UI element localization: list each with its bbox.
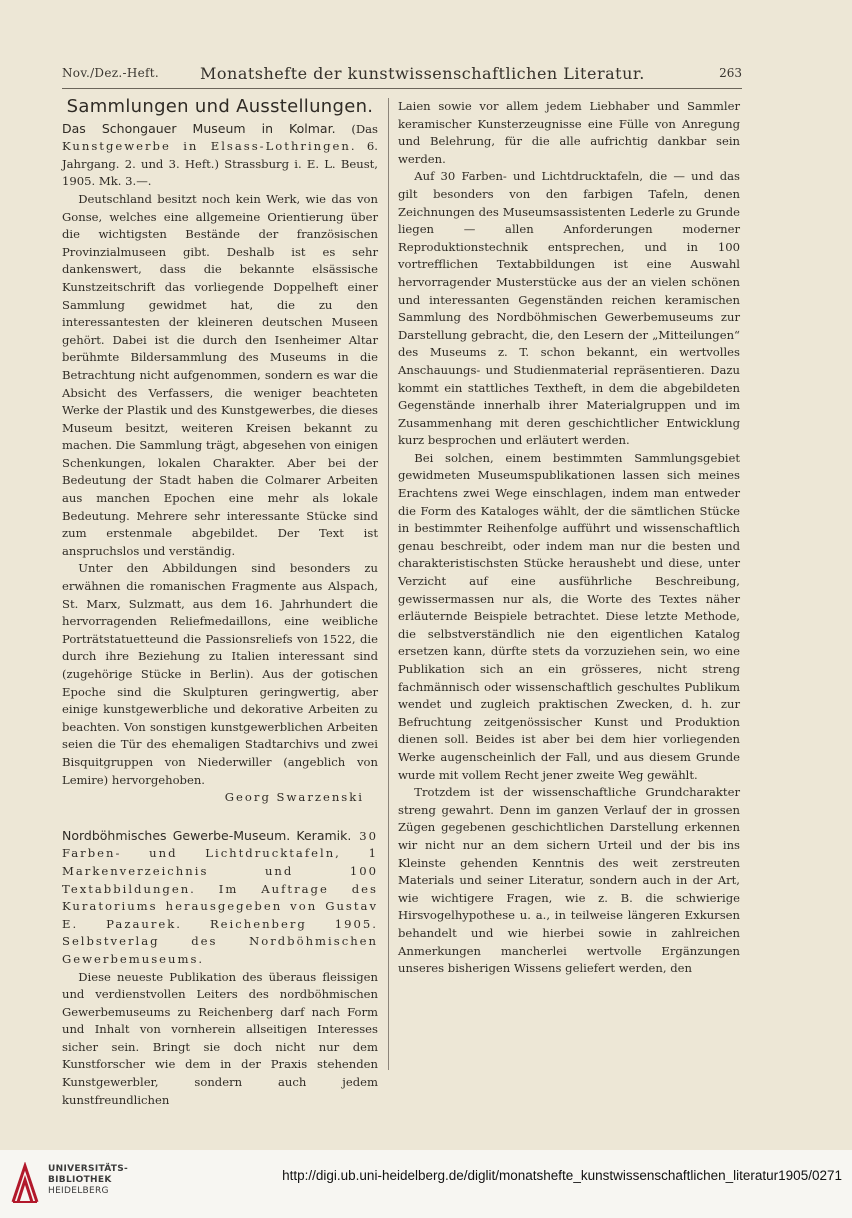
entry-bibliography [62,827,378,969]
author-signature: Georg Swarzenski [224,790,364,805]
paragraph: Bei solchen, einem bestimmten Sammlungsgebiet gewidmeten Museumspublikationen lassen sich meines Erachtens zwei Wege einschlagen, indem man entweder die Form des Kataloges wählt, der die sämtlichen Stücke in bestimmter Reihenfolge aufführt und wissenschaftlich genau beschreibt, oder indem man nur die besten und charakteristischsten Stücke heraushebt und diese, unter Verzicht auf eine ausführliche Beschreibung, gewissermassen nur als, die Worte des Textes näher erläuternde Beispiele betrachtet. Diese letzte Methode, die selbstverständlich nie den eigentlichen Katalog ersetzen kann, dürfte stets da vorzuziehen sein, wo eine Publikation sich an ein grösseres, nicht streng fachmännisch oder wissenschaftlich geschultes Publikum wendet und zugleich praktischen Zwecken, d. h. zur Befruchtung zeitgenössischer Kunst und Produktion dienen soll. Beides ist aber bei dem hier vorliegenden Werke augenscheinlich der Fall, und aus diesem Grunde wurde mit vollem Recht jener zweite Weg gewählt. [398,450,740,782]
bib-series: Kunstgewerbe in Elsass-Lothringen. [62,139,357,154]
entry-bibliography [62,120,378,191]
paragraph: Unter den Abbildungen sind besonders zu erwähnen die romanischen Fragmente aus Alspach, St. Marx, Sulzmatt, aus dem 16. Jahrhundert die hervorragenden Reliefmedaillons, eine weibliche Porträtstatuetteund die Passionsreliefs von 1522, die durch ihre Beziehung zu Italien interessant sind (zugehörige Stücke in Berlin). Aus der gotischen Epoche sind die Skulpturen geringwertig, aber einige kunstgewerbliche und dekorative Arbeiten zu beachten. Von sonstigen kunstgewerblichen Arbeiten seien die Tür des ehemaligen Stadtarchivs und zwei Bisquitgruppen von Niederwiller (angeblich von Lemire) hervorgehoben. [62,561,378,787]
library-logo-icon [10,1162,40,1206]
bib-text: 30 Farben- und Lichtdrucktafeln, 1 Markenverzeichnis und 100 Textabbildungen. Im Auftrage des Kuratoriums herausgegeben von Gustav E. Pazaurek. Reichenberg 1905. Selbstverlag des Nordböhmischen Gewerbemuseums. [62,828,378,966]
running-head [62,64,742,86]
page-number: 263 [719,66,742,80]
logo-line: BIBLIOTHEK [48,1175,112,1185]
logo-line: HEIDELBERG [48,1186,109,1196]
bib-text: 6. Jahrgang. 2. und 3. Heft.) Strassburg i. E. L. Beust, 1905. Mk. 3.—. [62,139,378,189]
bib-text: (Das [351,121,378,136]
header-rule [62,88,742,89]
left-column [62,98,378,1109]
paragraph: Laien sowie vor allem jedem Liebhaber und Sammler keramischer Kunsterzeugnisse eine Fülle von Anregung und Belehrung, für die alle aufrichtig dankbar sein werden. [398,99,740,166]
paragraph: Trotzdem ist der wissenschaftliche Grundcharakter streng gewahrt. Denn im ganzen Verlauf der in grossen Zügen gegebenen geschichtlichen Darstellung erkennen wir nicht nur an dem sichern Urteil und der bis ins Kleinste gehenden Kenntnis des weit zerstreuten Materials und seiner Literatur, sondern auch in der Art, wie wichtigere Fragen, wie z. B. die schwierige Hirsvogelhypothese u. a., in teilweise längeren Exkursen behandelt und wie hierbei sowie in zahlreichen Anmerkungen mancherlei wertvolle Ergänzungen unseres bisherigen Wissens geliefert werden, den [398,785,740,976]
right-column [398,98,740,978]
entry-title: Das Schongauer Museum in Kolmar. [62,120,336,136]
footer-bar [0,1150,852,1218]
journal-title: Monatshefte der kunstwissenschaftlichen Literatur. [200,64,645,83]
paragraph: Auf 30 Farben- und Lichtdrucktafeln, die — und das gilt besonders von den farbigen Tafeln, denen Zeichnungen des Museumsassistenten Lederle zu Grunde liegen — allen Anforderungen moderner Reproduktionstechnik entsprechen, und in 100 vortrefflichen Textabbildungen ist eine Auswahl hervorragender Musterstücke aus der an vielen schönen und interessanten Gegenständen reichen keramischen Sammlung des Nordböhmischen Gewerbemuseums zur Darstellung gebracht, die, den Lesern der „Mitteilungen“ des Museums z. T. schon bekannt, ein wertvolles Anschauungs- und Studienmaterial repräsentieren. Dazu kommt ein stattliches Textheft, in dem die abgebildeten Gegenstände innerhalb ihrer Materialgruppen und im Zusammenhang mit deren geschichtlicher Entwicklung kurz besprochen und erläutert werden. [398,169,740,448]
source-url-link[interactable]: http://digi.ub.uni-heidelberg.de/diglit/monatshefte_kunstwissenschaftlichen_literatur1905/0271 [282,1168,842,1183]
library-name [48,1164,128,1197]
logo-line: UNIVERSITÄTS- [48,1164,129,1174]
section-title: Sammlungen und Ausstellungen. [66,96,374,117]
paragraph: Diese neueste Publikation des überaus fleissigen und verdienstvollen Leiters des nordböhmischen Gewerbemuseums zu Reichenberg darf nach Form und Inhalt von vornherein allseitigen Interesses sicher sein. Bringt sie doch nicht nur dem Kunstforscher wie dem in der Praxis stehenden Kunstgewerbler, sondern auch jedem kunstfreundlichen [62,969,378,1107]
column-divider [388,98,389,1070]
issue-label: Nov./Dez.-Heft. [62,66,159,80]
paragraph: Deutschland besitzt noch kein Werk, wie das von Gonse, welches eine allgemeine Orientierung über die wichtigsten Bestände der französischen Provinzialmuseen gibt. Deshalb ist es sehr dankenswert, dass die bekannte elsässische Kunstzeitschrift das vorliegende Doppelheft einer Sammlung gewidmet hat, die zu den interessantesten der kleineren deutschen Museen gehört. Dabei ist die durch den Isenheimer Altar berühmte Bildersammlung des Museums in die Betrachtung nicht aufgenommen, sondern es war die Absicht des Verfassers, die weniger beachteten Werke der Plastik und des Kunstgewerbes, die dieses Museum besitzt, weiteren Kreisen bekannt zu machen. Die Sammlung trägt, abgesehen von einigen Schenkungen, lokalen Charakter. Aber bei der Bedeutung der Stadt haben die Colmarer Arbeiten aus manchen Epochen eine mehr als lokale Bedeutung. Mehrere sehr interessante Stücke sind zum erstenmale abgebildet. Der Text ist anspruchslos und verständig. [62,191,378,558]
entry-title: Nordböhmisches Gewerbe-Museum. Keramik. [62,827,352,843]
